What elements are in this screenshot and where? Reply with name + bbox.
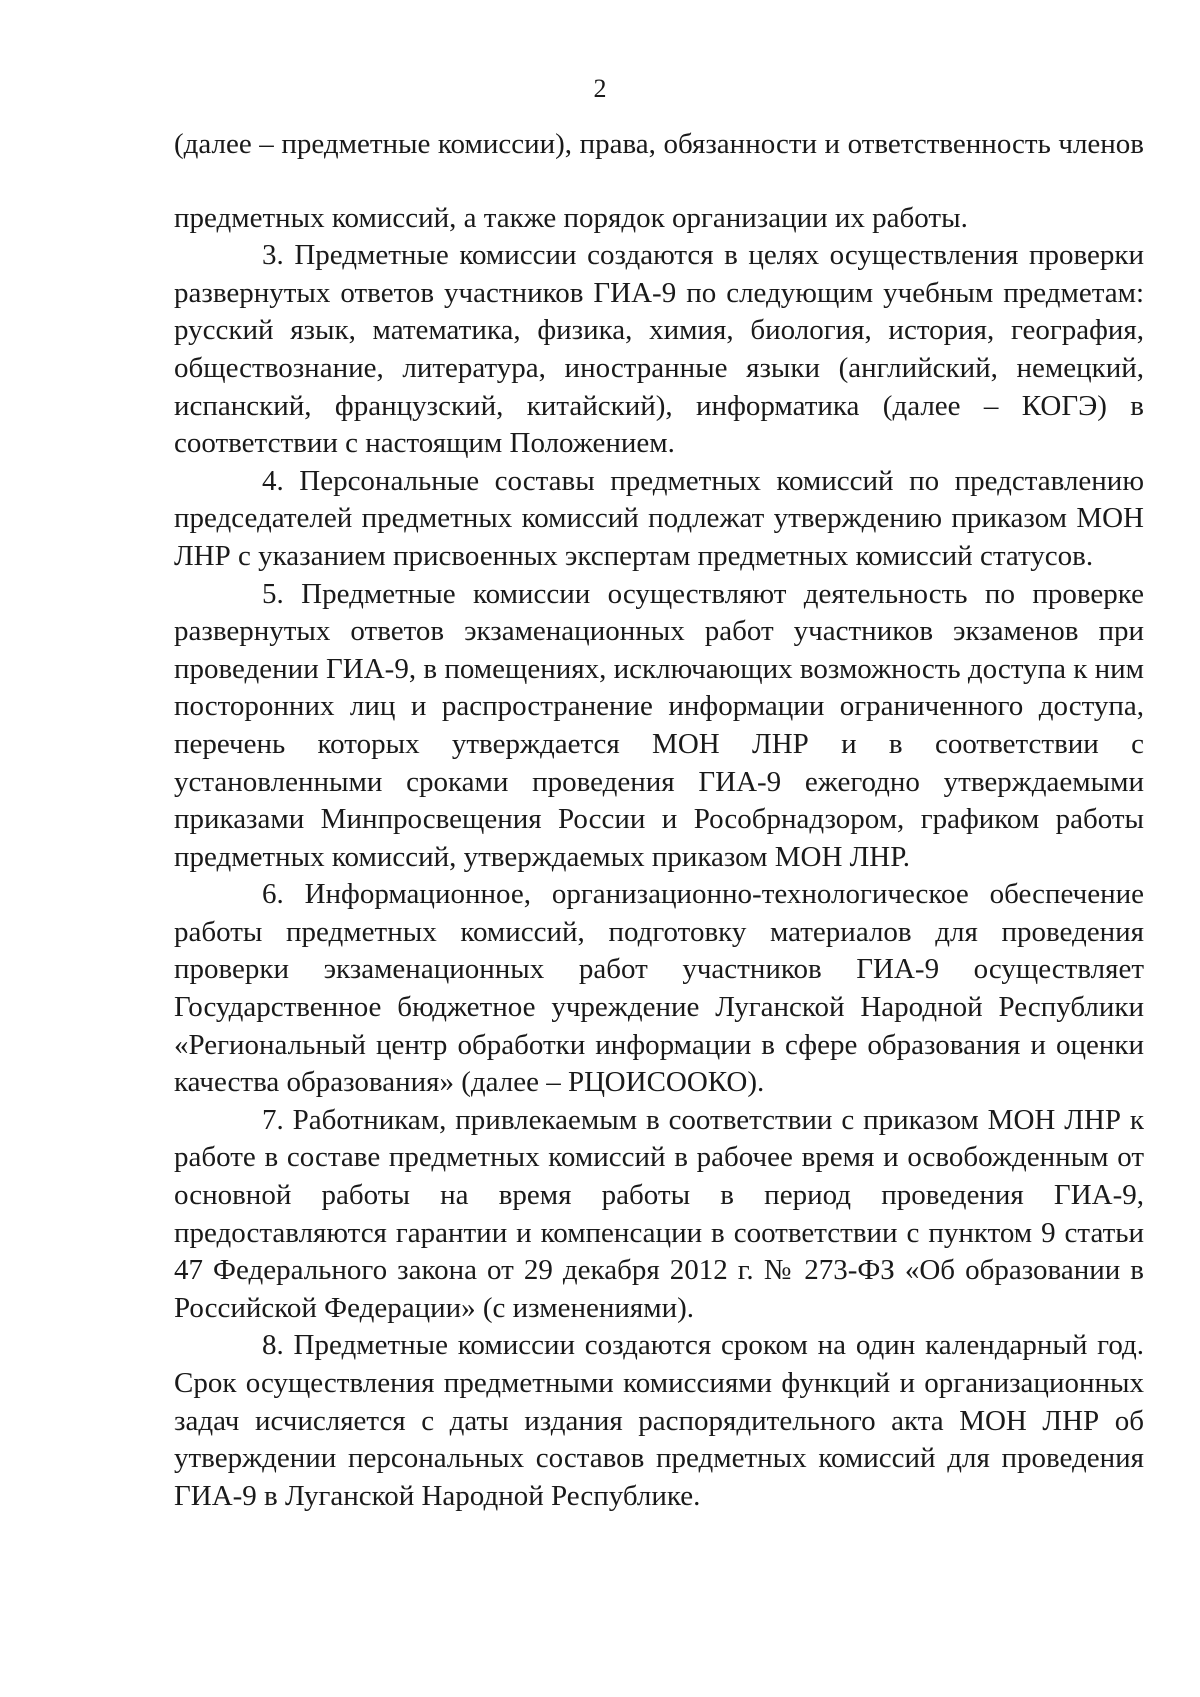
paragraph-item-5: 5. Предметные комиссии осуществляют деятельность по проверке развернутых ответов экзаменационных работ участников экзаменов при проведении ГИА-9, в помещениях, исключающих возможность доступа к ним посторонних лиц и распространение информации ограниченного доступа, перечень которых утверждается МОН ЛНР и в соответствии с установленными сроками проведения ГИА-9 ежегодно утверждаемыми приказами Минпросвещения России и Рособрнадзором, графиком работы предметных комиссий, утверждаемых приказом МОН ЛНР. — [174, 577, 1144, 873]
paragraph-continuation-line: (далее – предметные комиссии), права, обязанности и ответственность членов — [174, 128, 1144, 160]
page-number: 2 — [593, 74, 607, 103]
paragraph-item-6: 6. Информационное, организационно-технологическое обеспечение работы предметных комиссий, подготовку материалов для проведения проверки экзаменационных работ участников ГИА-9 осуществляет Государственное бюджетное учреждение Луганской Народной Республики «Региональный центр обработки информации в сфере образования и оценки качества образования» (далее – РЦОИСООКО). — [174, 878, 1144, 1099]
paragraph-item-7: 7. Работникам, привлекаемым в соответствии с приказом МОН ЛНР к работе в составе предметных комиссий в рабочее время и освобожденным от основной работы на время работы в период проведения ГИА-9, предоставляются гарантии и компенсации в соответствии с пунктом 9 статьи 47 Федерального закона от 29 декабря 2012 г. № 273-ФЗ «Об образовании в Российской Федерации» (с изменениями). — [174, 1103, 1144, 1324]
paragraph-item-8: 8. Предметные комиссии создаются сроком на один календарный год. Срок осуществления предметными комиссиями функций и организационных задач исчисляется с даты издания распорядительного акта МОН ЛНР об утверждении персональных составов предметных комиссий для проведения ГИА-9 в Луганской Народной Республике. — [174, 1329, 1144, 1512]
document-body — [174, 126, 1144, 1515]
paragraph-item-4: 4. Персональные составы предметных комиссий по представлению председателей предметных комиссий подлежат утверждению приказом МОН ЛНР с указанием присвоенных экспертам предметных комиссий статусов. — [174, 464, 1144, 572]
paragraph-continuation-end: предметных комиссий, а также порядок организации их работы. — [174, 201, 968, 234]
paragraph-item-3: 3. Предметные комиссии создаются в целях осуществления проверки развернутых ответов участников ГИА-9 по следующим учебным предметам: русский язык, математика, физика, химия, биология, история, география, обществознание, литература, иностранные языки (английский, немецкий, испанский, французский, китайский), информатика (далее – КОГЭ) в соответствии с настоящим Положением. — [174, 239, 1144, 460]
